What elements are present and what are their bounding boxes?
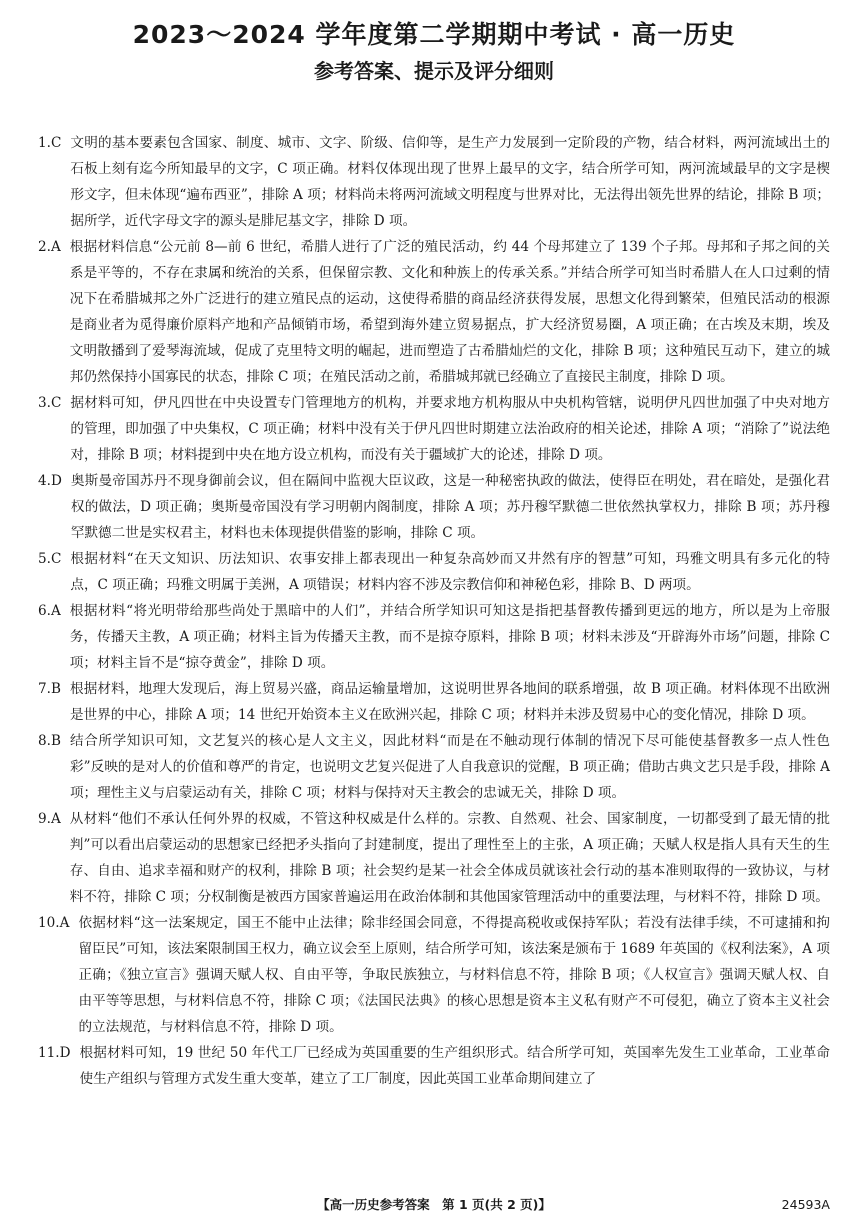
answer-item-6 xyxy=(38,598,830,676)
answer-number: 7.B xyxy=(38,681,61,697)
answer-item-11 xyxy=(38,1040,830,1092)
answer-explanation: 根据材料“将光明带给那些尚处于黑暗中的人们”，并结合所学知识可知这是指把基督教传播到更远的地方，所以是为上帝服务，传播天主教，A 项正确；材料主旨为传播天主教，而不是掠夺原料，排除 B 项；材料未涉及“开辟海外市场”问题，排除 C 项；材料主旨不是“掠夺黄金”，排除 D 项。 xyxy=(69,603,830,671)
answer-item-10 xyxy=(38,910,830,1040)
answer-explanation: 根据材料，地理大发现后，海上贸易兴盛，商品运输量增加，这说明世界各地间的联系增强，故 B 项正确。材料体现不出欧洲是世界的中心，排除 A 项；14 世纪开始资本主义在欧洲兴起，排除 C 项；材料并未涉及贸易中心的变化情况，排除 D 项。 xyxy=(69,681,830,723)
answer-explanation: 文明的基本要素包含国家、制度、城市、文字、阶级、信仰等，是生产力发展到一定阶段的产物，结合材料，两河流域出土的石板上刻有迄今所知最早的文字，C 项正确。材料仅体现出现了世界上最早的文字，结合所学可知，两河流域最早的文字是楔形文字，但未体现“遍布西亚”，排除 A 项；材料尚未将两河流域文明程度与世界对比，无法得出领先世界的结论，排除 B 项；据所学，近代字母文字的源头是腓尼基文字，排除 D 项。 xyxy=(70,135,830,229)
answer-explanation: 从材料“他们不承认任何外界的权威，不管这种权威是什么样的。宗教、自然观、社会、国家制度，一切都受到了最无情的批判”可以看出启蒙运动的思想家已经把矛头指向了封建制度，提出了理性至上的主张，A 项正确；天赋人权是指人具有天生的生存、自由、追求幸福和财产的权利，排除 B 项；社会契约是某一社会全体成员就该社会行动的基本准则取得的一致协议，与材料不符，排除 C 项；分权制衡是被西方国家普遍运用在政治体制和其他国家管理活动中的重要法理，与材料不符，排除 D 项。 xyxy=(69,811,830,905)
answer-item-7 xyxy=(38,676,830,728)
page-title: 2023～2024 学年度第二学期期中考试 · 高一历史 xyxy=(132,20,736,49)
answer-item-1 xyxy=(38,130,830,234)
answer-number: 8.B xyxy=(38,733,61,749)
page-subtitle: 参考答案、提示及评分细则 xyxy=(314,59,554,83)
answer-number: 4.D xyxy=(38,473,62,489)
answer-item-8 xyxy=(38,728,830,806)
answer-number: 6.A xyxy=(38,603,61,619)
answer-item-5 xyxy=(38,546,830,598)
answer-number: 1.C xyxy=(38,135,62,151)
answer-list xyxy=(38,130,830,1092)
answer-item-2 xyxy=(38,234,830,390)
answer-item-9 xyxy=(38,806,830,910)
answer-item-4 xyxy=(38,468,830,546)
answer-explanation: 奥斯曼帝国苏丹不现身御前会议，但在隔间中监视大臣议政，这是一种秘密执政的做法，使得臣在明处，君在暗处，是强化君权的做法，D 项正确；奥斯曼帝国没有学习明朝内阁制度，排除 A 项；苏丹穆罕默德二世依然执掌权力，排除 B 项；苏丹穆罕默德二世是实权君主，材料也未体现提供借鉴的影响，排除 C 项。 xyxy=(70,473,830,541)
answer-explanation: 根据材料可知，19 世纪 50 年代工厂已经成为英国重要的生产组织形式。结合所学可知，英国率先发生工业革命，工业革命使生产组织与管理方式发生重大变革，建立了工厂制度，因此英国工业革命期间建立了 xyxy=(79,1045,830,1087)
answer-number: 5.C xyxy=(38,551,62,567)
answer-explanation: 结合所学知识可知，文艺复兴的核心是人文主义，因此材料“而是在不触动现行体制的情况下尽可能使基督教多一点人性色彩”反映的是对人的价值和尊严的肯定，也说明文艺复兴促进了人自我意识的觉醒，B 项正确；借助古典文艺只是手段，排除 A 项；理性主义与启蒙运动有关，排除 C 项；材料与保持对天主教会的忠诚无关，排除 D 项。 xyxy=(69,733,830,801)
answer-explanation: 根据材料“在天文知识、历法知识、农事安排上都表现出一种复杂高妙而又井然有序的智慧”可知，玛雅文明具有多元化的特点，C 项正确；玛雅文明属于美洲，A 项错误；材料内容不涉及宗教信仰和神秘色彩，排除 B、D 两项。 xyxy=(70,551,830,593)
answer-number: 2.A xyxy=(38,239,61,255)
answer-number: 3.C xyxy=(38,395,62,411)
answer-number: 9.A xyxy=(38,811,61,827)
answer-number: 11.D xyxy=(38,1045,71,1061)
answer-number: 10.A xyxy=(38,915,70,931)
answer-explanation: 依据材料“这一法案规定，国王不能中止法律；除非经国会同意，不得提高税收或保持军队；若没有法律手续，不可逮捕和拘留臣民”可知，该法案限制国王权力，确立议会至上原则，结合所学可知，该法案是颁布于 1689 年英国的《权利法案》，A 项正确；《独立宣言》强调天赋人权、自由平等，争取民族独立，与材料信息不符，排除 B 项；《人权宣言》强调天赋人权、自由平等等思想，与材料信息不符，排除 C 项；《法国民法典》的核心思想是资本主义私有财产不可侵犯，确立了资本主义社会的立法规范，与材料信息不符，排除 D 项。 xyxy=(78,915,830,1035)
footer-page-label: 【高一历史参考答案 第 1 页(共 2 页)】 xyxy=(317,1197,551,1212)
answer-item-3 xyxy=(38,390,830,468)
footer-doc-code: 24593A xyxy=(781,1197,830,1212)
answer-explanation: 据材料可知，伊凡四世在中央设置专门管理地方的机构，并要求地方机构服从中央机构管辖，说明伊凡四世加强了中央对地方的管理，即加强了中央集权，C 项正确；材料中没有关于伊凡四世时期建立法治政府的相关论述，排除 A 项；“消除了”说法绝对，排除 B 项；材料提到中央在地方设立机构，而没有关于疆域扩大的论述，排除 D 项。 xyxy=(70,395,830,463)
answer-explanation: 根据材料信息“公元前 8—前 6 世纪，希腊人进行了广泛的殖民活动，约 44 个母邦建立了 139 个子邦。母邦和子邦之间的关系是平等的，不存在隶属和统治的关系，但保留宗教、文化和种族上的传承关系。”并结合所学可知当时希腊人在人口过剩的情况下在希腊城邦之外广泛进行的建立殖民点的运动，这使得希腊的商品经济获得发展，思想文化得到繁荣，但殖民活动的根源是商业者为觅得廉价原料产地和产品倾销市场，希望到海外建立贸易据点，扩大经济贸易圈，A 项正确；在古埃及末期，埃及文明散播到了爱琴海流域，促成了克里特文明的崛起，进而塑造了古希腊灿烂的文化，排除 B 项；这种殖民互动下，建立的城邦仍然保持小国寡民的状态，排除 C 项；在殖民活动之前，希腊城邦就已经确立了直接民主制度，排除 D 项。 xyxy=(69,239,830,385)
page-footer xyxy=(38,1194,830,1216)
